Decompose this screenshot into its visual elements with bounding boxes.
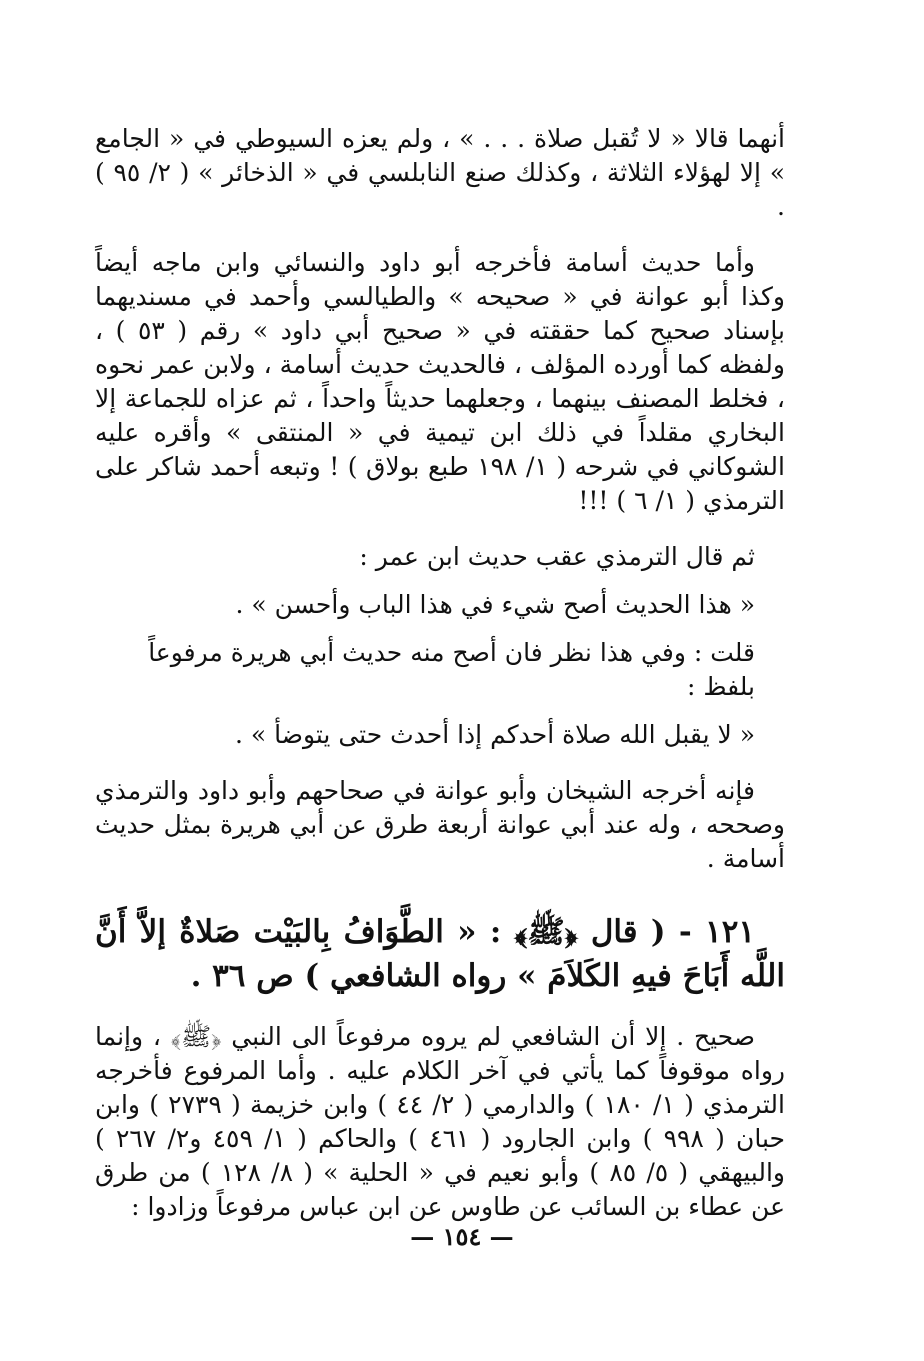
line-author-comment: قلت : وفي هذا نظر فان أصح منه حديث أبي هريرة مرفوعاً بلفظ : (148, 638, 755, 701)
page-number: — ١٥٤ — (410, 1222, 514, 1251)
paragraph-takhrij: صحيح . إلا أن الشافعي لم يروه مرفوعاً الى النبي ﴿ﷺ﴾ ، وإنما رواه موقوفاً كما يأتي في آخر الكلام عليه . وأما المرفوع فأخرجه الترمذي ( ١/ ١٨٠ ) والدارمي ( ٢/ ٤٤ ) وابن خزيمة ( ٢٧٣٩ ) وابن حبان ( ٩٩٨ ) وابن الجارود ( ٤٦١ ) والحاكم ( ١/ ٤٥٩ و٢/ ٢٦٧ ) والبيهقي ( ٥/ ٨٥ ) وأبو نعيم في « الحلية » ( ٨/ ١٢٨ ) من طرق عن عطاء بن السائب عن طاوس عن ابن عباس مرفوعاً وزادوا : (95, 1022, 785, 1221)
quote-tirmidhi: « هذا الحديث أصح شيء في هذا الباب وأحسن » . (235, 590, 755, 619)
paragraph-osama-hadith: وأما حديث أسامة فأخرجه أبو داود والنسائي وابن ماجه أيضاً وكذا أبو عوانة في « صحيحه » والطيالسي وأحمد في مسنديهما بإسناد صحيح كما حققته في « صحيح أبي داود » رقم ( ٥٣ ) ، ولفظه كما أورده المؤلف ، فالحديث حديث أسامة ، ولابن عمر نحوه ، فخلط المصنف بينهما ، وجعلهما حديثاً واحداً ، ثم عزاه للجماعة إلا البخاري مقلداً في ذلك ابن تيمية في « المنتقى » وأقره عليه الشوكاني في شرحه ( ١/ ١٩٨ طبع بولاق ) ! وتبعه أحمد شاكر على الترمذي ( ١/ ٦ ) !!! (95, 248, 785, 515)
quote-abu-hurayra: « لا يقبل الله صلاة أحدكم إذا أحدث حتى يتوضأ » . (234, 720, 755, 749)
line-tirmidhi-said: ثم قال الترمذي عقب حديث ابن عمر : (359, 542, 755, 571)
paragraph-continuation: أنهما قالا « لا تُقبل صلاة . . . » ، ولم يعزه السيوطي في « الجامع » إلا لهؤلاء الثلاثة ، وكذلك صنع النابلسي في « الذخائر » ( ٢/ ٩٥ ) . (95, 124, 785, 221)
paragraph-sources: فإنه أخرجه الشيخان وأبو عوانة في صحاحهم وأبو داود والترمذي وصححه ، وله عند أبي عوانة أربعة طرق عن أبي هريرة بمثل حديث أسامة . (95, 776, 785, 873)
hadith-heading-121: ١٢١ - ( قال ﴿ﷺ﴾ : « الطَّوَافُ بِالبَيْت صَلاةٌ إلاَّ أَنَّ اللَّه أَبَاحَ فيهِ الكَلاَمَ » رواه الشافعي ) ص ٣٦ . (95, 914, 785, 994)
page-body (95, 122, 785, 1224)
